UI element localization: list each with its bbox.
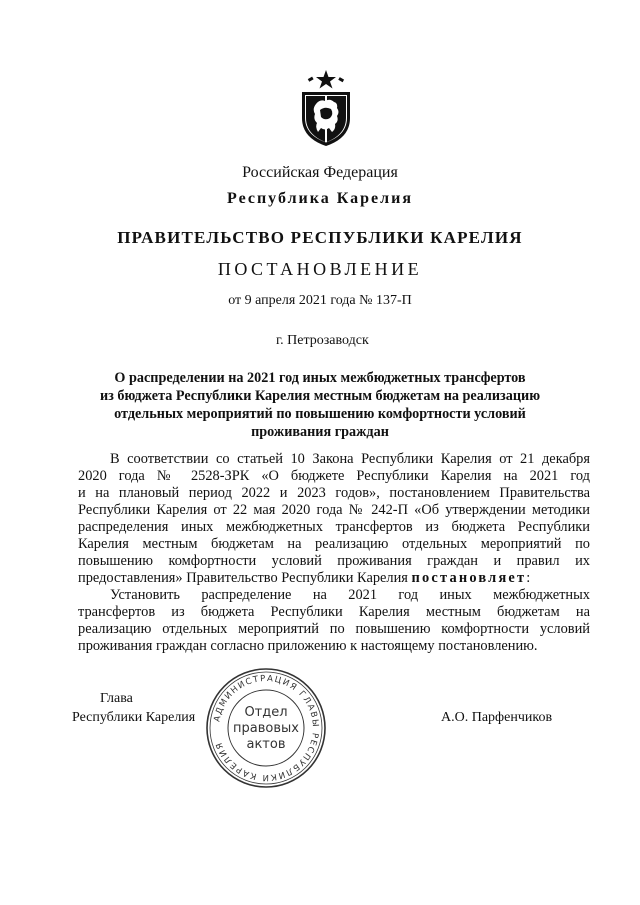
title-line: проживания граждан [251, 424, 389, 440]
stamp-center-line: Отдел [244, 705, 288, 720]
stamp-center-line: актов [246, 737, 286, 752]
title-line: из бюджета Республики Карелия местным бюджетам на реализацию [99, 388, 541, 404]
text-line-final [78, 570, 590, 587]
stamp-ring-text: АДМИНИСТРАЦИЯ ГЛАВЫ РЕСПУБЛИКИ КАРЕЛИЯ [212, 673, 321, 783]
stamp-center-line: правовых [233, 721, 299, 736]
signatory-organization: Республики Карелия [72, 710, 196, 725]
government-title: ПРАВИТЕЛЬСТВО РЕСПУБЛИКИ КАРЕЛИЯ [117, 228, 523, 247]
text-line: Карелия местным бюджетам на реализацию отдельных мероприятий по [78, 536, 590, 552]
final-line-suffix: : [526, 570, 531, 586]
text-line: распределения иных межбюджетных трансфертов из бюджета Республики [78, 519, 590, 535]
karelia-coat-of-arms-icon [294, 68, 358, 148]
republic-name: Республика Карелия [227, 190, 413, 207]
document-date-number: от 9 апреля 2021 года № 137-П [228, 293, 412, 308]
title-line: О распределении на 2021 год иных межбюджетных трансфертов [114, 370, 526, 386]
text-line: Установить распределение на 2021 год иных межбюджетных [110, 587, 590, 603]
text-line: и на плановый период 2022 и 2023 годов», постановлением Правительства [78, 485, 590, 501]
official-stamp-icon [204, 666, 328, 790]
decision-paragraph [78, 587, 590, 655]
text-line: 2020 года № 2528-ЗРК «О бюджете Республики Карелия на 2021 год [78, 468, 590, 484]
document-type: ПОСТАНОВЛЕНИЕ [217, 259, 423, 279]
text-line: повышению комфортности условий проживания граждан и правил их [78, 553, 590, 569]
text-line: В соответствии со статьей 10 Закона Республики Карелия от 21 декабря [110, 451, 590, 467]
document-city: г. Петрозаводск [276, 333, 369, 348]
decree-keyword: постановляет [411, 570, 527, 586]
text-line: реализацию отдельных мероприятий по повышению комфортности условий [78, 621, 590, 637]
signatory-name: А.О. Парфенчиков [441, 710, 553, 725]
title-line: отдельных мероприятий по повышению комфортности условий [114, 406, 526, 422]
text-line: трансфертов из бюджета Республики Карелия местным бюджетам на [78, 604, 590, 620]
final-line-prefix: предоставления» Правительство Республики Карелия [78, 570, 408, 586]
signatory-title: Глава [100, 691, 133, 706]
document-title [60, 369, 580, 441]
country-name: Российская Федерация [242, 164, 398, 181]
text-line: проживания граждан согласно приложению к настоящему постановлению. [78, 638, 538, 654]
text-line: Республики Карелия от 22 мая 2020 года № 242-П «Об утверждении методики [78, 502, 590, 518]
preamble-paragraph [78, 451, 590, 587]
